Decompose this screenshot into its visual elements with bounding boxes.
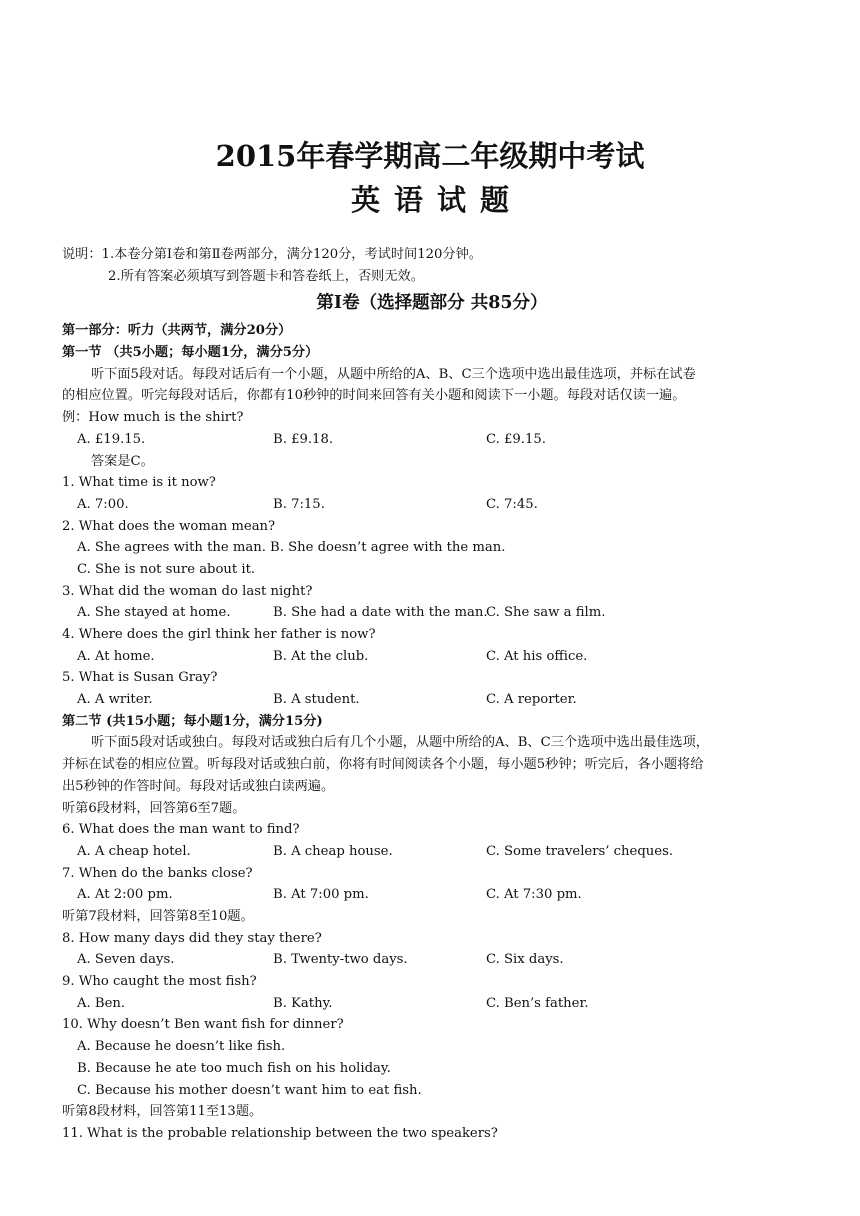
option-a: A. She agrees with the man. bbox=[77, 540, 266, 556]
example-options bbox=[62, 429, 802, 451]
option-c: C. Some travelers’ cheques. bbox=[486, 843, 674, 859]
directions-line: 的相应位置。听完每段对话后，你都有10秒钟的时间来回答有关小题和阅读下一小题。每段对话仅读一遍。 bbox=[62, 388, 686, 404]
question-options bbox=[62, 646, 802, 668]
part-1-section-2-directions bbox=[62, 732, 802, 797]
option-a: A. £19.15. bbox=[77, 431, 146, 447]
option-c: C. At his office. bbox=[486, 648, 588, 664]
option-a: A. She stayed at home. bbox=[77, 605, 231, 621]
instruction-line-1: 说明：1.本卷分第Ⅰ卷和第Ⅱ卷两部分，满分120分，考试时间120分钟。 bbox=[62, 247, 482, 262]
subject-title: 英语试题 bbox=[350, 183, 523, 217]
option-c: C. £9.15. bbox=[486, 431, 546, 447]
section-1-title: 第Ⅰ卷（选择题部分 共85分） bbox=[316, 293, 548, 314]
option-b: B. A cheap house. bbox=[273, 843, 393, 859]
option-a: A. A writer. bbox=[77, 692, 153, 708]
option-b: B. £9.18. bbox=[273, 431, 334, 447]
question-stem: 1. What time is it now? bbox=[62, 475, 216, 491]
question-options bbox=[62, 841, 802, 863]
material-note: 听第6段材料，回答第6至7题。 bbox=[62, 800, 246, 816]
option-a: A. At home. bbox=[77, 648, 155, 664]
option-b: B. 7:15. bbox=[273, 496, 325, 512]
question-options bbox=[62, 884, 802, 906]
part-1-section-2-heading: 第二节 (共15小题；每小题1分，满分15分) bbox=[62, 713, 323, 729]
question-options bbox=[62, 494, 802, 516]
option-a: A. Because he doesn’t like fish. bbox=[77, 1039, 286, 1055]
option-c: C. Six days. bbox=[486, 952, 564, 968]
question-stem: 8. How many days did they stay there? bbox=[62, 930, 322, 946]
directions-line: 听下面5段对话。每段对话后有一个小题，从题中所给的A、B、C三个选项中选出最佳选项，并标在试卷 bbox=[91, 366, 696, 382]
exam-body bbox=[62, 244, 802, 1145]
option-b: B. Because he ate too much fish on his holiday. bbox=[77, 1060, 391, 1076]
option-c: C. 7:45. bbox=[486, 496, 538, 512]
example-question: 例：How much is the shirt? bbox=[62, 410, 244, 426]
question-stem: 5. What is Susan Gray? bbox=[62, 670, 218, 686]
option-b: B. Twenty-two days. bbox=[273, 952, 408, 968]
instruction-line-2: 2.所有答案必须填写到答题卡和答卷纸上，否则无效。 bbox=[108, 268, 424, 284]
question-stem: 3. What did the woman do last night? bbox=[62, 583, 313, 599]
material-note: 听第8段材料，回答第11至13题。 bbox=[62, 1104, 263, 1120]
question-stem: 4. Where does the girl think her father is now? bbox=[62, 627, 376, 643]
question-options bbox=[62, 602, 802, 624]
option-a: A. A cheap hotel. bbox=[77, 843, 191, 859]
option-c: C. A reporter. bbox=[486, 692, 577, 708]
question-options bbox=[62, 993, 802, 1015]
option-c: C. Ben’s father. bbox=[486, 995, 589, 1011]
option-b: B. She doesn’t agree with the man. bbox=[270, 540, 506, 556]
question-options bbox=[62, 949, 802, 971]
option-b: B. A student. bbox=[273, 692, 360, 708]
option-c: C. Because his mother doesn’t want him to eat fish. bbox=[77, 1082, 422, 1098]
option-c: C. She is not sure about it. bbox=[77, 561, 256, 577]
part-1-section-1-heading: 第一节 （共5小题；每小题1分，满分5分） bbox=[62, 345, 319, 361]
question-stem: 6. What does the man want to find? bbox=[62, 822, 300, 838]
option-a: A. At 2:00 pm. bbox=[77, 887, 173, 903]
part-1-heading: 第一部分：听力（共两节，满分20分） bbox=[62, 323, 292, 339]
option-b: B. At the club. bbox=[273, 648, 369, 664]
directions-line: 并标在试卷的相应位置。听每段对话或独白前，你将有时间阅读各个小题，每小题5秒钟；听完后，各小题将给 bbox=[62, 757, 704, 773]
exam-title: 2015年春学期高二年级期中考试 bbox=[215, 139, 645, 173]
option-c: C. She saw a film. bbox=[486, 605, 606, 621]
part-1-section-1-directions bbox=[62, 364, 802, 407]
question-stem: 2. What does the woman mean? bbox=[62, 518, 276, 534]
directions-line: 出5秒钟的作答时间。每段对话或独白读两遍。 bbox=[62, 778, 335, 794]
material-note: 听第7段材料，回答第8至10题。 bbox=[62, 909, 254, 925]
option-a: A. Ben. bbox=[77, 995, 126, 1011]
option-a: A. Seven days. bbox=[77, 952, 175, 968]
option-b: B. Kathy. bbox=[273, 995, 333, 1011]
question-stem: 11. What is the probable relationship between the two speakers? bbox=[62, 1125, 498, 1141]
option-b: B. At 7:00 pm. bbox=[273, 887, 369, 903]
question-stem: 7. When do the banks close? bbox=[62, 865, 253, 881]
directions-line: 听下面5段对话或独白。每段对话或独白后有几个小题，从题中所给的A、B、C三个选项中选出最佳选项， bbox=[91, 735, 709, 751]
option-c: C. At 7:30 pm. bbox=[486, 887, 582, 903]
question-stem: 10. Why doesn’t Ben want fish for dinner? bbox=[62, 1017, 344, 1033]
question-options bbox=[62, 537, 802, 559]
question-options bbox=[62, 689, 802, 711]
option-a: A. 7:00. bbox=[77, 496, 129, 512]
question-stem: 9. Who caught the most fish? bbox=[62, 974, 257, 990]
example-answer: 答案是C。 bbox=[91, 453, 154, 469]
option-b: B. She had a date with the man. bbox=[273, 605, 488, 621]
